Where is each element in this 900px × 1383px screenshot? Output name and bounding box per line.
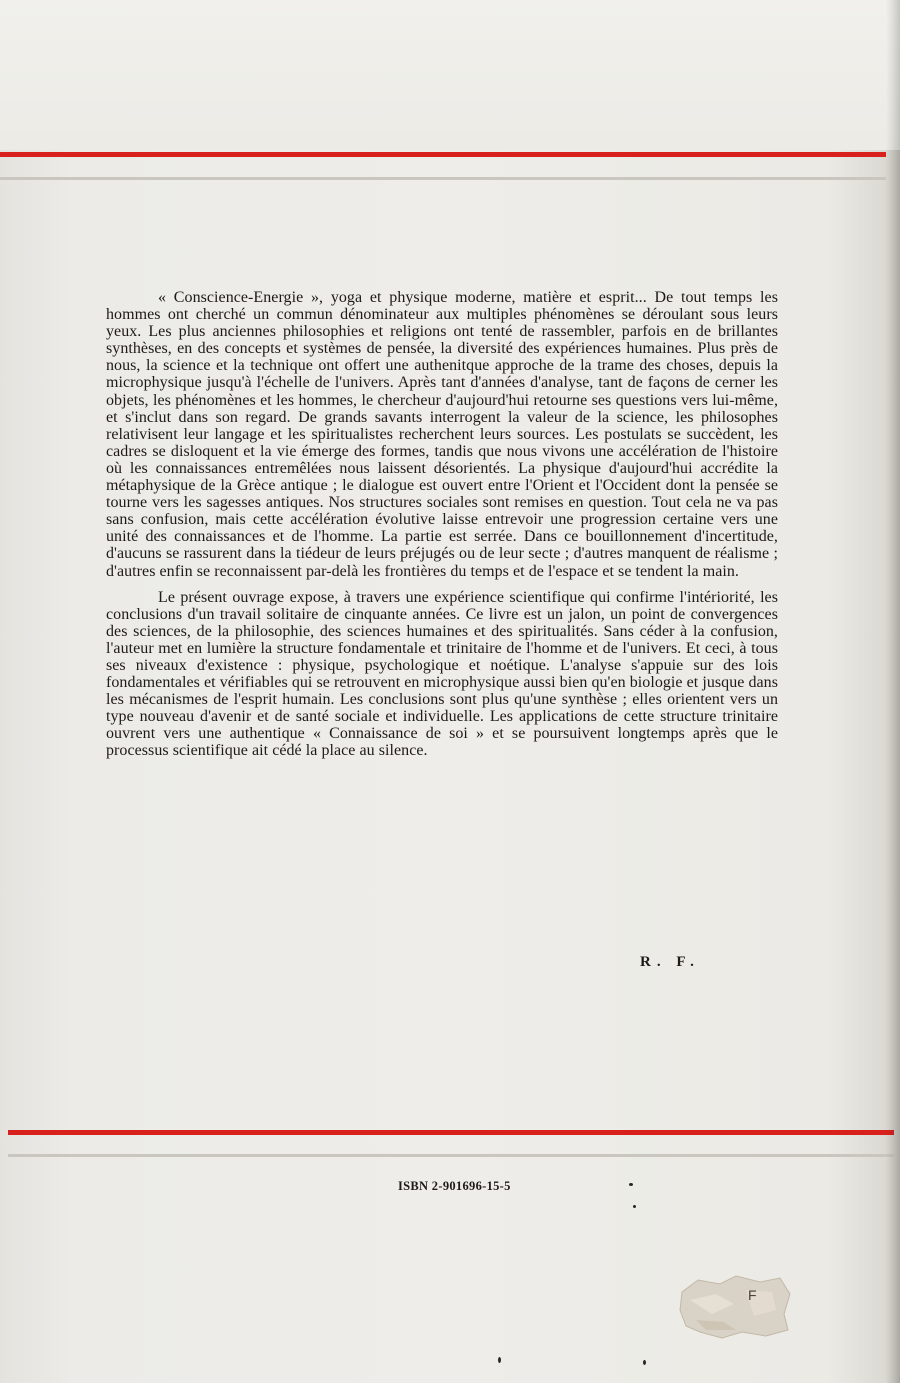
speck (633, 1205, 636, 1208)
blurb-paragraph-1: « Conscience-Energie », yoga et physique moderne, matière et esprit... De tout temps les hommes ont cherché un commun dénominateur aux multiples phénomènes se déroulant sous leurs yeux. Les plus anciennes philosophies et religions ont tenté de rassembler, parfois en de brillantes synthèses, en des concepts et systèmes de pensée, la diversité des expériences humaines. Plus près de nous, la science et la technique ont offert une authenitque approche de la trame des choses, depuis la microphysique jusqu'à l'échelle de l'univers. Après tant d'années d'analyse, tant de façons de cerner les objets, les phénomènes et les hommes, le chercheur d'aujourd'hui retourne ses questions vers lui-même, et s'inclut dans son regard. De grands savants interrogent la valeur de la science, les philosophes relativisent leur langage et les spiritualistes recherchent leurs sources. Les postulats se succèdent, les cadres se disloquent et la vie émerge des formes, tandis que nous vivons une accélération de l'histoire où les connaissances entremêlées nous laissent désorientés. La physique d'aujourd'hui accrédite la métaphysique de la Grèce antique ; le dialogue est ouvert entre l'Orient et l'Occident dont la pensée se tourne vers les sagesses antiques. Nos structures sociales sont remises en question. Tout cela ne va pas sans confusion, mais cette accélération évolutive laisse entrevoir une progression certaine vers une unité des connaissances et de l'homme. La partie est serrée. Dans ce bouillonnement d'incertitude, d'aucuns se rassurent dans la tiédeur de leurs préjugés ou de leur secte ; d'autres manquent de réalisme ; d'autres enfin se reconnaissent par-delà les frontières du temps et de l'espace et se tendent la main. (106, 289, 778, 580)
author-initials: R. F. (640, 954, 700, 970)
top-gray-rule (0, 177, 886, 180)
bottom-red-rule (8, 1130, 894, 1135)
speck (629, 1183, 633, 1186)
isbn-number: ISBN 2-901696-15-5 (398, 1179, 511, 1193)
speck (498, 1357, 501, 1363)
blurb-paragraph-2: Le présent ouvrage expose, à travers une expérience scientifique qui confirme l'intériorité, les conclusions d'un travail solitaire de cinquante années. Ce livre est un jalon, un point de convergences des sciences, de la philosophie, des sciences humaines et des spiritualités. Sans céder à la confusion, l'auteur met en lumière la structure fondamentale et trinitaire de l'homme et de l'univers. Et ceci, à tous ses niveaux d'existence : physique, psychologique et noétique. L'analyse s'appuie sur des lois fondamentales et vérifiables qui se retrouvent en microphysique aussi bien qu'en biologie et jusque dans les mécanismes de l'esprit humain. Les conclusions sont plus qu'une synthèse ; elles orientent vers un type nouveau d'avenir et de santé sociale et individuelle. Les applications de cette structure trinitaire ouvrent vers une authentique « Connaissance de soi » et se poursuivent longtemps après que le processus scientifique ait cédé la place au silence. (106, 588, 778, 760)
speck (643, 1360, 646, 1365)
page-edge-shadow (886, 0, 900, 1383)
sticker-text: F (748, 1287, 757, 1303)
torn-sticker (676, 1270, 794, 1340)
blurb-text (106, 289, 778, 760)
bottom-gray-rule (8, 1154, 894, 1157)
top-band (0, 0, 900, 150)
top-red-rule (0, 152, 886, 157)
